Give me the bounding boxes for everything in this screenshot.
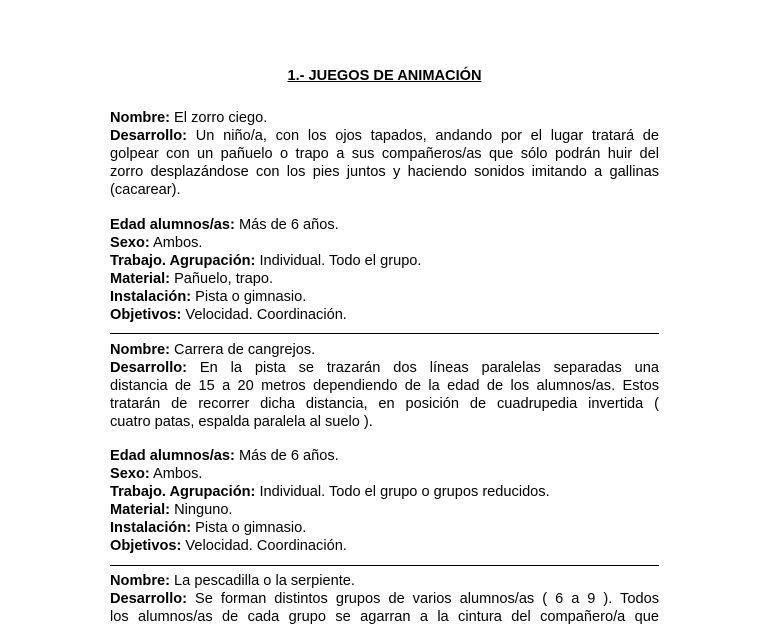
sex-value: Ambos. (149, 235, 203, 251)
objectives-value: Velocidad. Coordinación. (181, 538, 347, 554)
description-line: distancia de 15 a 20 metros dependiendo de la edad de los alumnos/as. Estos (110, 378, 659, 394)
material-line (110, 501, 659, 519)
game-details-2 (110, 447, 659, 555)
name-label: Nombre: (110, 573, 170, 589)
game-name: La pescadilla o la serpiente. (170, 573, 355, 589)
name-label: Nombre: (110, 110, 170, 126)
objectives-label: Objetivos: (110, 307, 182, 323)
sex-label: Sexo: (110, 466, 150, 482)
name-label: Nombre: (110, 342, 170, 358)
material-label: Material: (110, 271, 171, 287)
grouping-label: Trabajo. Agrupación: (110, 484, 256, 500)
material-line (110, 270, 659, 288)
material-value: Pañuelo, trapo. (170, 271, 274, 287)
venue-line (110, 288, 659, 306)
description-line (110, 127, 659, 145)
grouping-value: Individual. Todo el grupo. (255, 253, 422, 269)
objectives-label: Objetivos: (110, 538, 182, 554)
description-text: Un niño/a, con los ojos tapados, andando por el lugar tratará de (187, 128, 659, 144)
description-line: golpear con un pañuelo o trapo a sus compañeros/as que sólo podrán huir del (110, 146, 659, 162)
sex-line (110, 465, 659, 483)
venue-value: Pista o gimnasio. (191, 520, 307, 536)
section-title: 1.- JUEGOS DE ANIMACIÓN (287, 68, 482, 84)
grouping-label: Trabajo. Agrupación: (110, 253, 256, 269)
description-line (110, 359, 659, 377)
grouping-line (110, 252, 659, 270)
grouping-value: Individual. Todo el grupo o grupos reducidos. (255, 484, 550, 500)
game-entry-2 (110, 341, 659, 431)
description-text: Se forman distintos grupos de varios alumnos/as ( 6 a 9 ). Todos (187, 591, 659, 607)
description-label: Desarrollo: (110, 360, 188, 376)
description-text: En la pista se trazarán dos líneas paralelas separadas una (187, 360, 659, 376)
venue-label: Instalación: (110, 289, 192, 305)
description-line (110, 590, 659, 608)
description-line: cuatro patas, espalda paralela al suelo ). (110, 414, 373, 430)
objectives-line (110, 306, 659, 324)
age-line (110, 447, 659, 465)
description-line: zorro desplazándose con los pies juntos y haciendo sonidos imitando a gallinas (110, 164, 659, 180)
age-value: Más de 6 años. (234, 448, 339, 464)
grouping-line (110, 483, 659, 501)
age-label: Edad alumnos/as: (110, 217, 235, 233)
objectives-line (110, 537, 659, 555)
game-name-line (110, 341, 659, 359)
game-name-line (110, 109, 659, 127)
game-entry-3 (110, 572, 659, 626)
material-label: Material: (110, 502, 171, 518)
separator-rule (110, 333, 659, 334)
venue-label: Instalación: (110, 520, 192, 536)
game-name-line (110, 572, 659, 590)
game-name: Carrera de cangrejos. (170, 342, 316, 358)
separator-rule (110, 565, 659, 566)
description-line: los alumnos/as de cada grupo se agarran a la cintura del compañero/a que (110, 609, 659, 625)
game-entry-1 (110, 109, 659, 199)
venue-line (110, 519, 659, 537)
sex-value: Ambos. (149, 466, 203, 482)
age-value: Más de 6 años. (234, 217, 339, 233)
venue-value: Pista o gimnasio. (191, 289, 307, 305)
sex-line (110, 234, 659, 252)
description-line: (cacarear). (110, 182, 181, 198)
age-line (110, 216, 659, 234)
sex-label: Sexo: (110, 235, 150, 251)
game-details-1 (110, 216, 659, 324)
game-name: El zorro ciego. (170, 110, 268, 126)
description-label: Desarrollo: (110, 591, 188, 607)
objectives-value: Velocidad. Coordinación. (181, 307, 347, 323)
age-label: Edad alumnos/as: (110, 448, 235, 464)
description-line: tratarán de recorrer dicha distancia, en posición de cuadrupedia invertida ( (110, 396, 659, 412)
material-value: Ninguno. (170, 502, 233, 518)
description-label: Desarrollo: (110, 128, 188, 144)
